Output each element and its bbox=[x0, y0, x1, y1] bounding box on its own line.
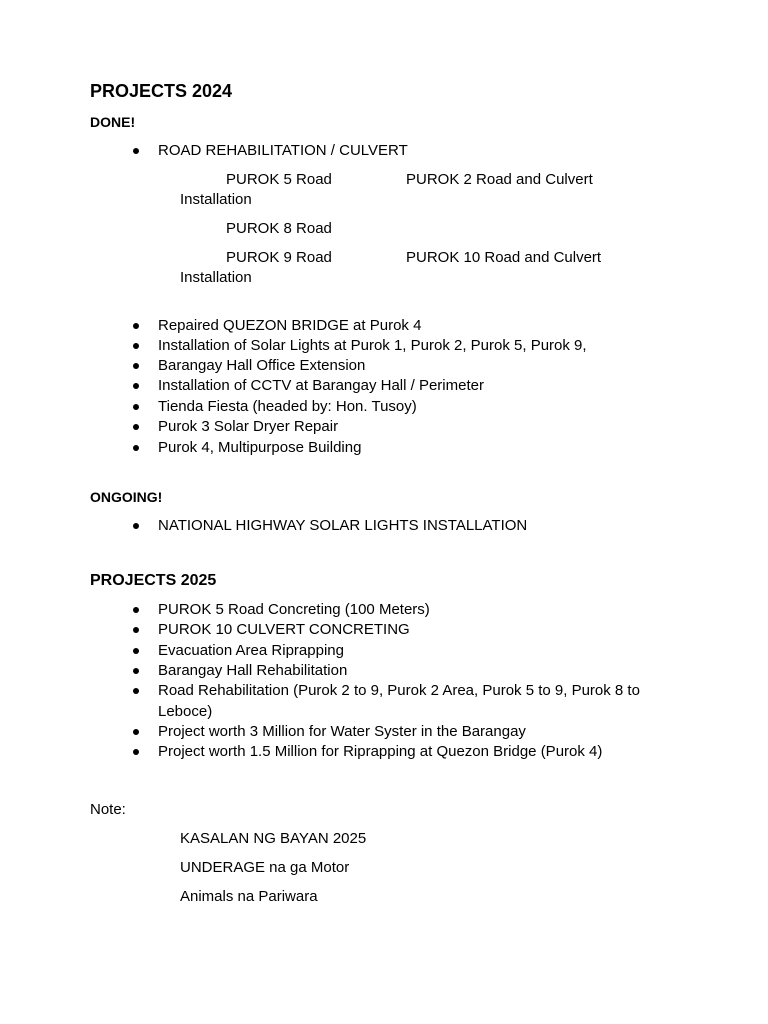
note-line: UNDERAGE na ga Motor bbox=[180, 859, 350, 876]
bullet-icon bbox=[133, 404, 139, 410]
bullet-icon bbox=[133, 749, 139, 755]
done-item: Repaired QUEZON BRIDGE at Purok 4 bbox=[158, 317, 422, 334]
bullet-icon bbox=[133, 627, 139, 633]
done-item: Barangay Hall Office Extension bbox=[158, 357, 366, 374]
bullet-icon bbox=[133, 363, 139, 369]
bullet-icon bbox=[133, 668, 139, 674]
done-label: DONE! bbox=[90, 114, 136, 130]
bullet-icon bbox=[133, 445, 139, 451]
bullet-icon bbox=[133, 383, 139, 389]
note-label: Note: bbox=[90, 801, 126, 818]
bullet-icon bbox=[133, 148, 139, 154]
road-row-1-right: PUROK 2 Road and Culvert bbox=[406, 171, 593, 188]
road-row-2-left: PUROK 8 Road bbox=[226, 220, 332, 237]
bullet-icon bbox=[133, 343, 139, 349]
bullet-icon bbox=[133, 607, 139, 613]
road-row-1-left: PUROK 5 Road bbox=[226, 171, 332, 188]
bullet-icon bbox=[133, 688, 139, 694]
done-item: Tienda Fiesta (headed by: Hon. Tusoy) bbox=[158, 398, 417, 415]
project-2025-item: Evacuation Area Riprapping bbox=[158, 642, 344, 659]
project-2025-item: Road Rehabilitation (Purok 2 to 9, Purok 2 Area, Purok 5 to 9, Purok 8 to bbox=[158, 682, 640, 699]
done-item: Purok 3 Solar Dryer Repair bbox=[158, 418, 339, 435]
note-line: KASALAN NG BAYAN 2025 bbox=[180, 830, 367, 847]
done-item: Purok 4, Multipurpose Building bbox=[158, 439, 362, 456]
road-row-1-cont: Installation bbox=[180, 191, 252, 208]
done-item: Installation of Solar Lights at Purok 1, Purok 2, Purok 5, Purok 9, bbox=[158, 337, 587, 354]
bullet-icon bbox=[133, 323, 139, 329]
project-2025-item: PUROK 10 CULVERT CONCRETING bbox=[158, 621, 410, 638]
project-2025-item: Barangay Hall Rehabilitation bbox=[158, 662, 348, 679]
projects-2025-title: PROJECTS 2025 bbox=[90, 572, 217, 589]
project-2025-item: PUROK 5 Road Concreting (100 Meters) bbox=[158, 601, 430, 618]
road-row-3-left: PUROK 9 Road bbox=[226, 249, 332, 266]
bullet-icon bbox=[133, 729, 139, 735]
note-line: Animals na Pariwara bbox=[180, 888, 318, 905]
ongoing-item: NATIONAL HIGHWAY SOLAR LIGHTS INSTALLATION bbox=[158, 517, 528, 534]
projects-2024-title: PROJECTS 2024 bbox=[90, 81, 233, 101]
ongoing-label: ONGOING! bbox=[90, 489, 163, 505]
project-2025-item: Project worth 3 Million for Water Syster in the Barangay bbox=[158, 723, 526, 740]
done-item: Installation of CCTV at Barangay Hall / Perimeter bbox=[158, 377, 484, 394]
road-row-3-cont: Installation bbox=[180, 269, 252, 286]
road-row-3-right: PUROK 10 Road and Culvert bbox=[406, 249, 602, 266]
project-2025-item: Project worth 1.5 Million for Riprapping at Quezon Bridge (Purok 4) bbox=[158, 743, 603, 760]
road-rehab-item: ROAD REHABILITATION / CULVERT bbox=[158, 142, 408, 159]
bullet-icon bbox=[133, 523, 139, 529]
project-2025-item-cont: Leboce) bbox=[158, 703, 213, 720]
bullet-icon bbox=[133, 424, 139, 430]
bullet-icon bbox=[133, 648, 139, 654]
